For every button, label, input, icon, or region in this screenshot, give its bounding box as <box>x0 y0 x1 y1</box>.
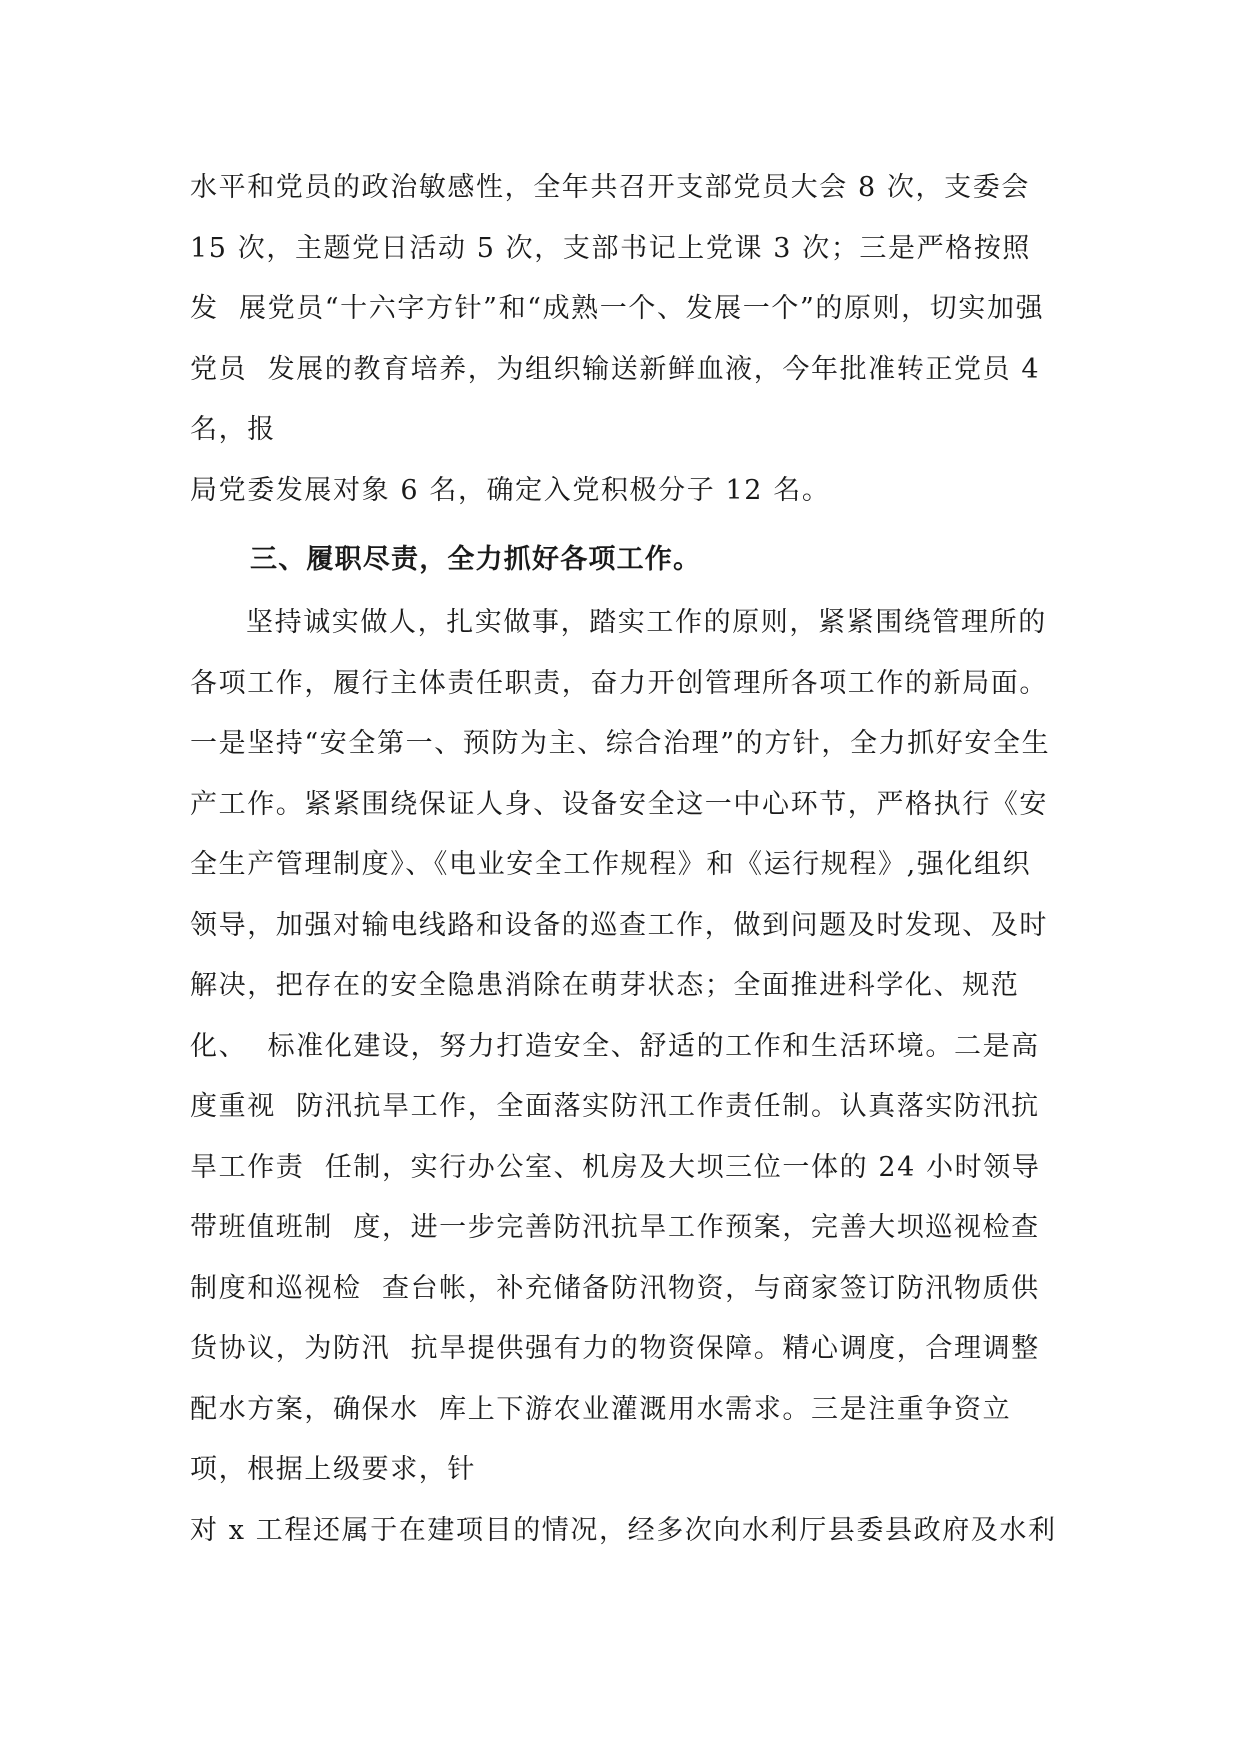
paragraph-line: 对 x 工程还属于在建项目的情况，经多次向水利厅县委县政府及水利 <box>190 1514 1057 1546</box>
paragraph-line: 各项工作，履行主体责任职责，奋力开创管理所各项工作的新局面。 <box>190 667 1048 699</box>
paragraph-line: 坚持诚实做人，扎实做事，踏实工作的原则，紧紧围绕管理所的 <box>246 607 1047 638</box>
paragraph-line: 水平和党员的政治敏感性，全年共召开支部党员大会 8 次，支委会 <box>190 172 1030 203</box>
paragraph-line: 局党委发展对象 6 名，确定入党积极分子 12 名。 <box>190 474 831 506</box>
paragraph-line: 一是坚持“安全第一、预防为主、综合治理”的方针，全力抓好安全生 <box>190 728 1051 759</box>
paragraph-line: 全生产管理制度》、《电业安全工作规程》和《运行规程》,强化组织 <box>190 849 1032 880</box>
paragraph-line: 产工作。紧紧围绕保证人身、设备安全这一中心环节，严格执行《安 <box>190 788 1048 820</box>
paragraph-line: 解决，把存在的安全隐患消除在萌芽状态；全面推进科学化、规范 <box>190 970 1020 1001</box>
section-heading: 三、履职尽责，全力抓好各项工作。 <box>250 544 702 575</box>
paragraph-line: 领导，加强对输电线路和设备的巡查工作，做到问题及时发现、及时 <box>190 909 1048 941</box>
paragraph-line: 名，报 <box>190 414 276 445</box>
paragraph-line: 化、 标准化建设，努力打造安全、舒适的工作和生活环境。二是高 <box>190 1030 1040 1062</box>
paragraph-line: 15 次，主题党日活动 5 次，支部书记上党课 3 次；三是严格按照 <box>190 232 1032 264</box>
paragraph-line: 带班值班制 度，进一步完善防汛抗旱工作预案，完善大坝巡视检查 <box>190 1212 1040 1243</box>
document-body <box>190 158 1070 1561</box>
paragraph-line: 旱工作责 任制，实行办公室、机房及大坝三位一体的 24 小时领导 <box>190 1151 1041 1183</box>
paragraph-line: 项，根据上级要求，针 <box>190 1454 476 1485</box>
paragraph-line: 党员 发展的教育培养，为组织输送新鲜血液，今年批准转正党员 4 <box>190 353 1041 385</box>
paragraph-line: 发 展党员“十六字方针”和“成熟一个、发展一个”的原则，切实加强 <box>190 293 1045 324</box>
paragraph-line: 配水方案，确保水 库上下游农业灌溉用水需求。三是注重争资立 <box>190 1393 1012 1425</box>
paragraph-line: 度重视 防汛抗旱工作，全面落实防汛工作责任制。认真落实防汛抗 <box>190 1091 1040 1122</box>
paragraph-line: 制度和巡视检 查台帐，补充储备防汛物资，与商家签订防汛物质供 <box>190 1272 1040 1304</box>
paragraph-line: 货协议，为防汛 抗旱提供强有力的物资保障。精心调度，合理调整 <box>190 1333 1040 1364</box>
